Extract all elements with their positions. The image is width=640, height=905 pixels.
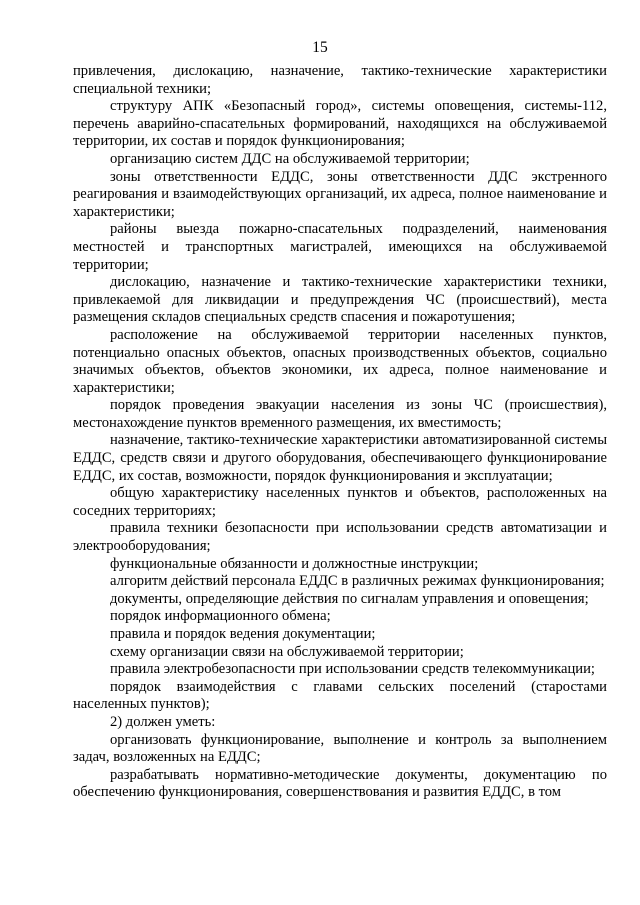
paragraph: правила электробезопасности при использовании средств телекоммуникации; bbox=[110, 661, 595, 678]
paragraph: районы выезда пожарно-спасательных подразделений, наименования местностей и транспортных магистралей, имеющихся на обслуживаемой территории; bbox=[73, 221, 607, 273]
paragraph: организацию систем ДДС на обслуживаемой территории; bbox=[110, 150, 470, 167]
paragraph: дислокацию, назначение и тактико-технические характеристики техники, привлекаемой для ликвидации и предупреждения ЧС (происшествий), места размещения складов специальных средств спасения и пожаротушения; bbox=[73, 274, 607, 326]
paragraph: схему организации связи на обслуживаемой территории; bbox=[110, 643, 464, 660]
paragraph: общую характеристику населенных пунктов и объектов, расположенных на соседних территориях; bbox=[73, 485, 607, 519]
paragraph: правила и порядок ведения документации; bbox=[110, 626, 376, 642]
paragraph: правила техники безопасности при использовании средств автоматизации и электрооборудования; bbox=[73, 520, 607, 555]
paragraph: разрабатывать нормативно-методические документы, документацию по обеспечению функционирования, совершенствования и развития ЕДДС, в том bbox=[73, 766, 607, 801]
paragraph: 2) должен уметь: bbox=[110, 713, 216, 730]
paragraph: расположение на обслуживаемой территории населенных пунктов, потенциально опасных объектов, опасных производственных объектов, социально значимых объектов, объектов экономики, их адреса, полное наименование и характеристики; bbox=[73, 326, 607, 396]
paragraph: порядок информационного обмена; bbox=[110, 608, 331, 625]
paragraph: назначение, тактико-технические характеристики автоматизированной системы ЕДДС, средств связи и другого оборудования, обеспечивающего функционирование ЕДДС, их состав, возможности, порядок функционирования и эксплуатации; bbox=[73, 432, 607, 484]
paragraph: зоны ответственности ЕДДС, зоны ответственности ДДС экстренного реагирования и взаимодействующих организаций, их адреса, полное наименование и характеристики; bbox=[73, 168, 607, 220]
paragraph: привлечения, дислокацию, назначение, тактико-технические характеристики специальной техники; bbox=[73, 63, 607, 97]
paragraph: структуру АПК «Безопасный город», системы оповещения, системы-112, перечень аварийно-спасательных формирований, находящихся на обслуживаемой территории, их состав и порядок функционирования; bbox=[73, 98, 607, 150]
page-number: 15 bbox=[312, 39, 328, 56]
paragraph: документы, определяющие действия по сигналам управления и оповещения; bbox=[110, 590, 589, 607]
paragraph: алгоритм действий персонала ЕДДС в различных режимах функционирования; bbox=[110, 573, 605, 590]
paragraph: функциональные обязанности и должностные инструкции; bbox=[110, 555, 479, 572]
paragraph: порядок взаимодействия с главами сельских поселений (старостами населенных пунктов); bbox=[73, 678, 607, 713]
body-text bbox=[73, 63, 607, 802]
paragraph: порядок проведения эвакуации населения из зоны ЧС (происшествия), местонахождение пунктов временного размещения, их вместимость; bbox=[73, 397, 607, 431]
paragraph: организовать функционирование, выполнение и контроль за выполнением задач, возложенных на ЕДДС; bbox=[73, 731, 607, 766]
